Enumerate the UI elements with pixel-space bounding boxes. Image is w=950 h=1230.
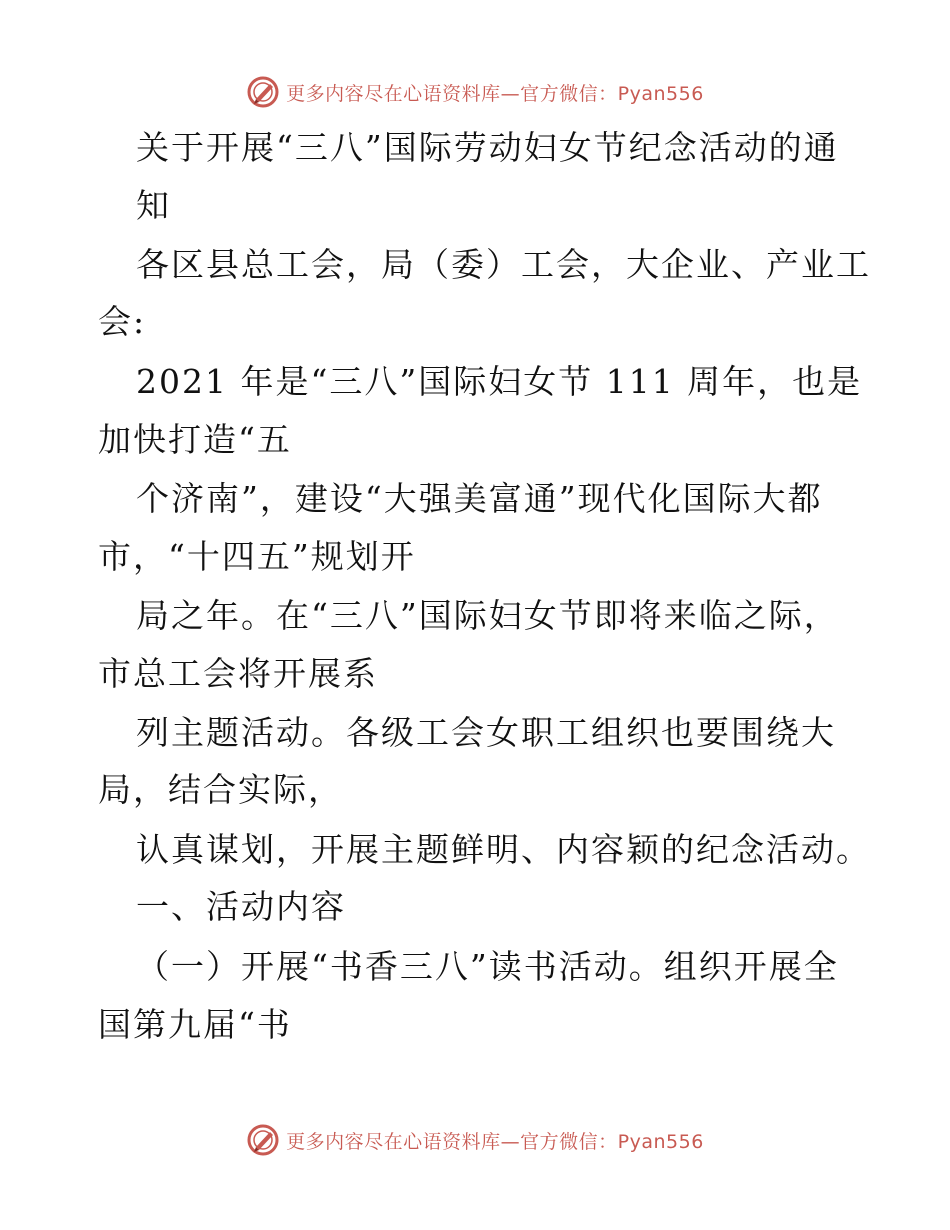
pen-seal-icon (246, 1123, 280, 1157)
paragraph-line: 列主题活动。各级工会女职工组织也要围绕大 (136, 713, 836, 752)
paragraph-line: 局之年。在“三八”国际妇女节即将来临之际， (136, 596, 839, 635)
section-heading: 一、活动内容 (136, 887, 346, 926)
footer-watermark (0, 1120, 950, 1160)
paragraph-line: （一）开展“书香三八”读书活动。组织开展全 (136, 947, 839, 986)
paragraph-line: 市总工会将开展系 (98, 654, 378, 693)
paragraph-line: 国第九届“书 (98, 1005, 292, 1044)
paragraph-line: 局，结合实际， (98, 770, 343, 809)
paragraph-line: 加快打造“五 (98, 420, 292, 459)
paragraph-line: 认真谋划，开展主题鲜明、内容颖的纪念活动。 (136, 830, 871, 869)
header-watermark (0, 72, 950, 112)
watermark-text: 更多内容尽在心语资料库—官方微信：Pyan556 (286, 1130, 704, 1153)
salutation-line-2: 会: (98, 302, 147, 341)
title-line-1: 关于开展“三八”国际劳动妇女节纪念活动的通 (136, 128, 839, 167)
watermark-text: 更多内容尽在心语资料库—官方微信：Pyan556 (286, 82, 704, 105)
paragraph-line: 个济南”，建设“大强美富通”现代化国际大都 (136, 479, 823, 518)
paragraph-line: 2021 年是“三八”国际妇女节 111 周年，也是 (136, 362, 863, 401)
paragraph-line: 市，“十四五”规划开 (98, 537, 416, 576)
pen-seal-icon (246, 75, 280, 109)
salutation-line-1: 各区县总工会，局（委）工会，大企业、产业工 (136, 245, 871, 284)
title-line-2: 知 (136, 186, 171, 225)
